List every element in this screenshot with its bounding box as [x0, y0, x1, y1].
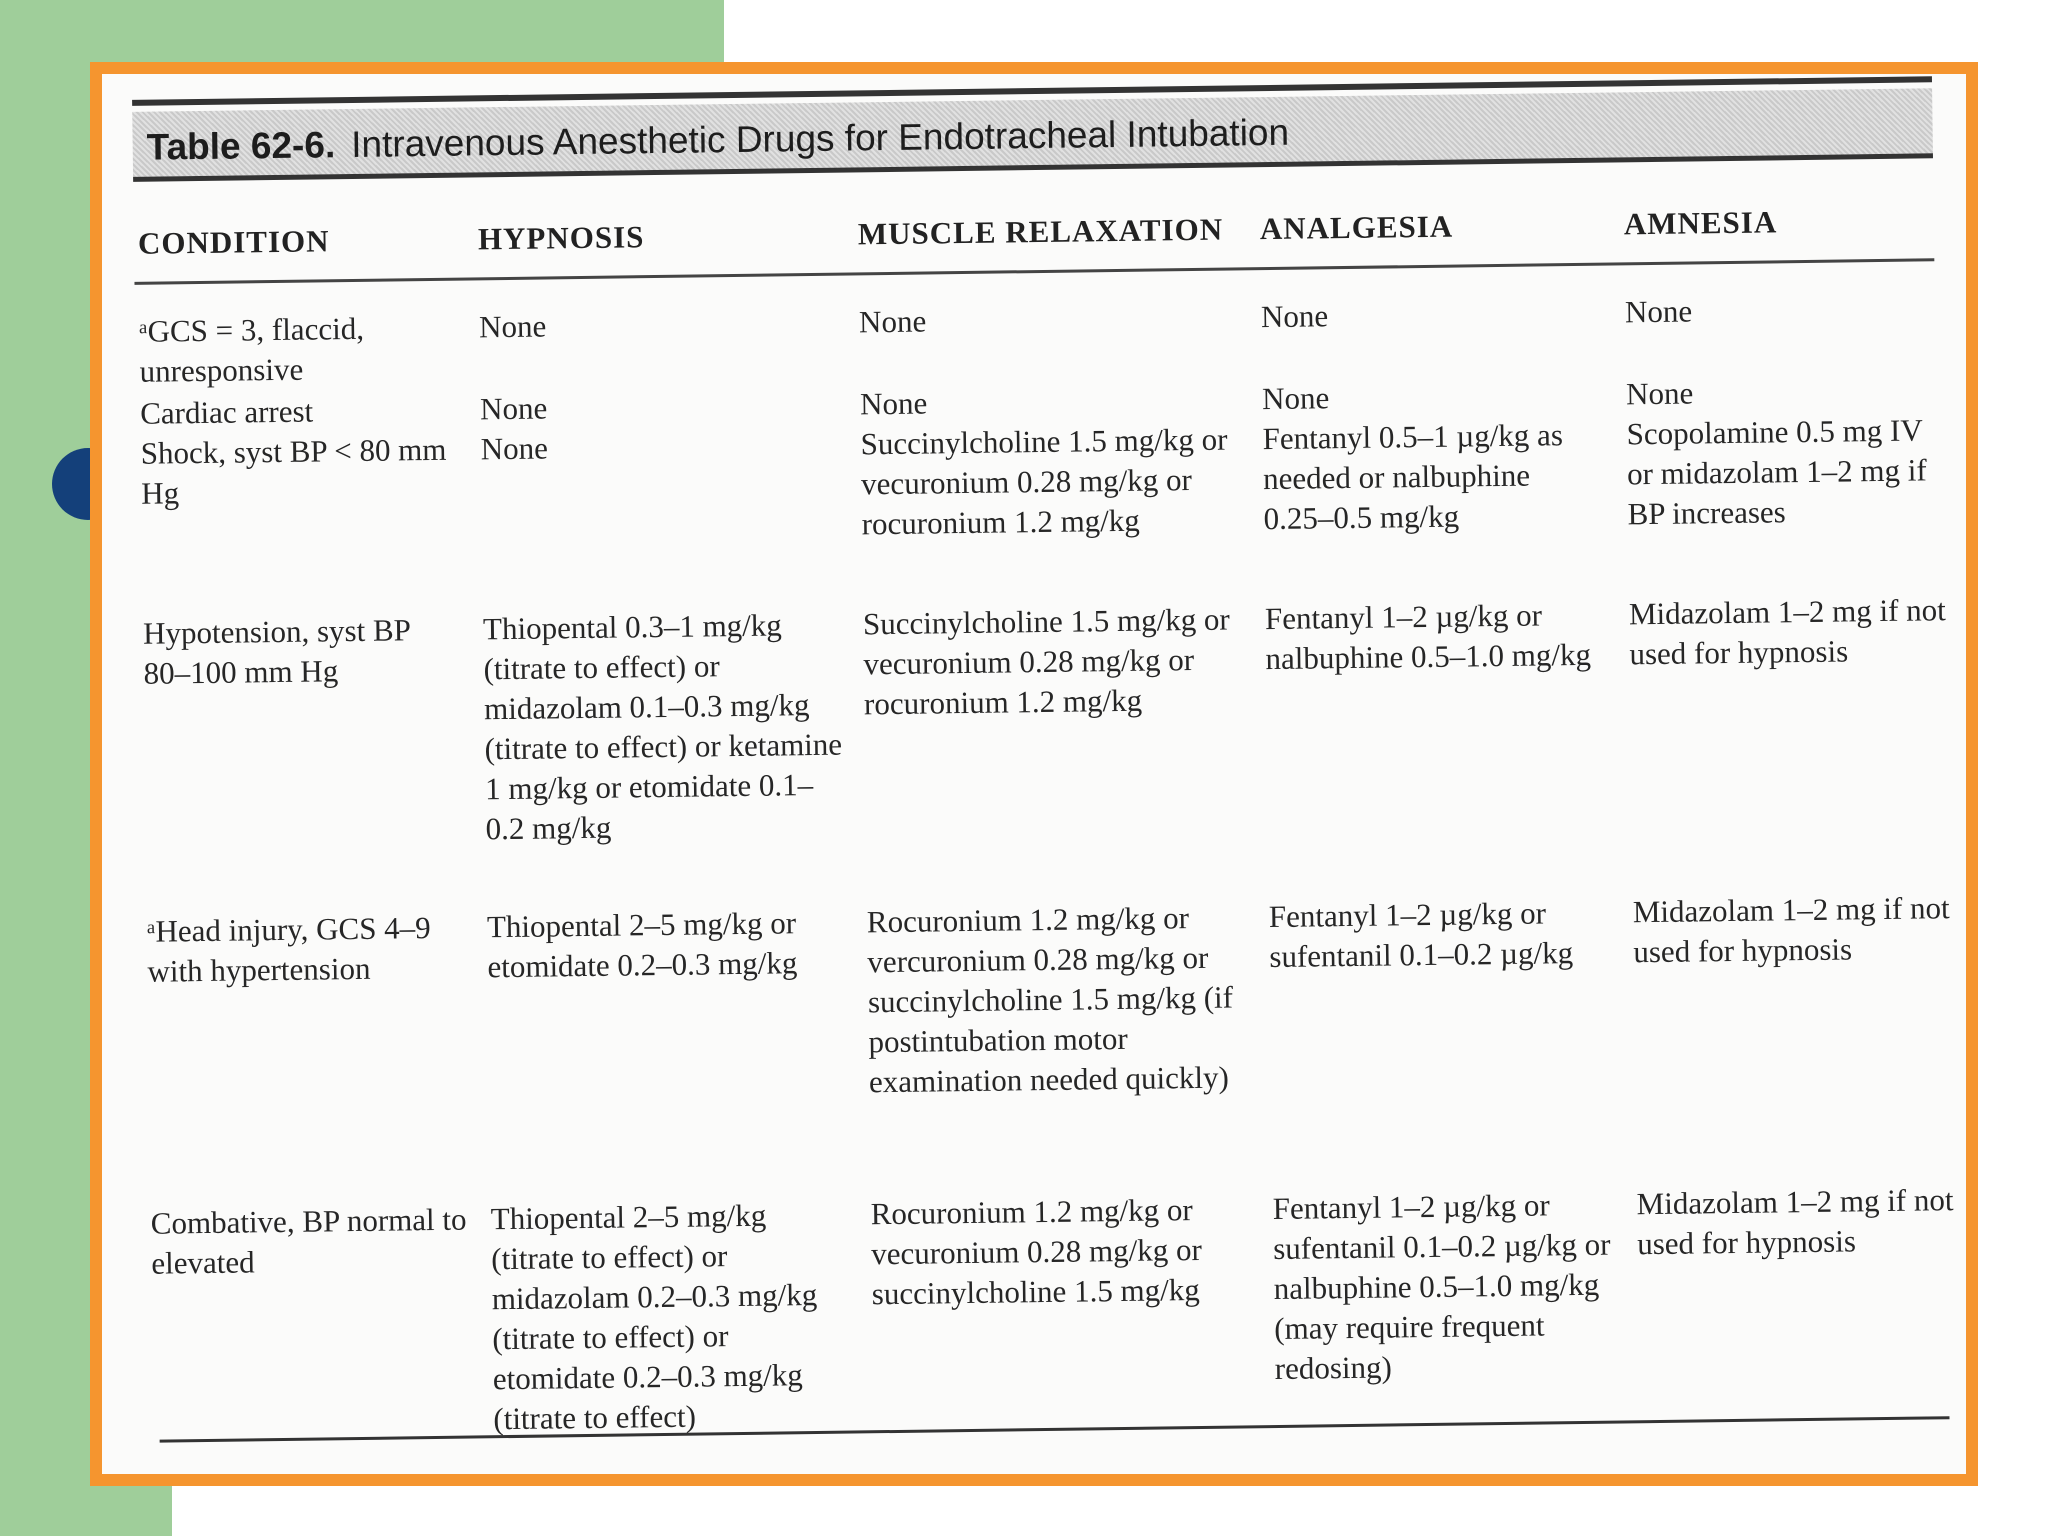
cell-muscle-relaxation: Rocuronium 1.2 mg/kg or vecuronium 0.28 mg/kg or succinylcholine 1.5 mg/kg: [870, 1192, 1203, 1312]
cell-amnesia: None: [1625, 375, 1694, 412]
cell-hypnosis: Thiopental 0.3–1 mg/kg (titrate to effect) or midazolam 0.1–0.3 mg/kg (titrate to effect) or ketamine 1 mg/kg or etomidate 0.1–0.2 mg/kg: [482, 607, 843, 847]
cell-hypnosis: None: [480, 430, 549, 467]
cell-analgesia: None: [1260, 298, 1329, 335]
cell-hypnosis: Thiopental 2–5 mg/kg (titrate to effect) or midazolam 0.2–0.3 mg/kg (titrate to effect) or etomidate 0.2–0.3 mg/kg (titrate to effect): [490, 1197, 818, 1437]
cell-condition: Hypotension, syst BP 80–100 mm Hg: [142, 612, 410, 691]
cell-condition: ᵃGCS = 3, flaccid, unresponsive: [138, 310, 365, 389]
cell-condition: Combative, BP normal to elevated: [150, 1201, 467, 1281]
cell-analgesia: Fentanyl 0.5–1 µg/kg as needed or nalbuphine 0.25–0.5 mg/kg: [1262, 417, 1564, 537]
scanned-page: [122, 70, 1970, 1474]
cell-condition: Cardiac arrest: [139, 393, 314, 431]
table-image-frame: [90, 62, 1978, 1486]
cell-condition: Shock, syst BP < 80 mm Hg: [140, 431, 447, 511]
cell-analgesia: None: [1261, 380, 1330, 417]
header-muscle-relaxation: MUSCLE RELAXATION: [857, 211, 1224, 252]
cell-condition: ᵃHead injury, GCS 4–9 with hypertension: [146, 910, 431, 989]
cell-analgesia: Fentanyl 1–2 µg/kg or nalbuphine 0.5–1.0 mg/kg: [1264, 597, 1592, 677]
cell-muscle-relaxation: None: [858, 303, 927, 340]
cell-amnesia: Scopolamine 0.5 mg IV or midazolam 1–2 mg if BP increases: [1626, 412, 1927, 532]
header-condition: CONDITION: [137, 223, 330, 261]
header-hypnosis: HYPNOSIS: [477, 219, 645, 257]
cell-hypnosis: None: [479, 390, 548, 427]
cell-muscle-relaxation: Succinylcholine 1.5 mg/kg or vecuronium 0.28 mg/kg or rocuronium 1.2 mg/kg: [860, 421, 1228, 542]
header-analgesia: ANALGESIA: [1259, 208, 1454, 247]
table-number: Table 62-6.: [146, 124, 336, 168]
cell-analgesia: Fentanyl 1–2 µg/kg or sufentanil 0.1–0.2 µg/kg or nalbuphine 0.5–1.0 mg/kg (may require frequent redosing): [1272, 1187, 1611, 1387]
cell-muscle-relaxation: Rocuronium 1.2 mg/kg or vercuronium 0.28 mg/kg or succinylcholine 1.5 mg/kg (if postintubation motor examination needed quickly): [866, 900, 1234, 1100]
header-amnesia: AMNESIA: [1623, 204, 1778, 242]
table-title: Intravenous Anesthetic Drugs for Endotracheal Intubation: [350, 111, 1290, 166]
cell-muscle-relaxation: Succinylcholine 1.5 mg/kg or vecuronium 0.28 mg/kg or rocuronium 1.2 mg/kg: [862, 601, 1230, 722]
cell-amnesia: Midazolam 1–2 mg if not used for hypnosis: [1632, 890, 1950, 970]
cell-muscle-relaxation: None: [859, 385, 928, 422]
cell-amnesia: Midazolam 1–2 mg if not used for hypnosis: [1628, 592, 1946, 672]
cell-analgesia: Fentanyl 1–2 µg/kg or sufentanil 0.1–0.2 µg/kg: [1268, 895, 1574, 975]
header-rule: [134, 258, 1934, 285]
cell-hypnosis: Thiopental 2–5 mg/kg or etomidate 0.2–0.3 mg/kg: [486, 905, 798, 985]
cell-amnesia: Midazolam 1–2 mg if not used for hypnosis: [1636, 1182, 1954, 1262]
cell-hypnosis: None: [478, 308, 547, 345]
cell-amnesia: None: [1624, 293, 1693, 330]
bottom-rule: [160, 1416, 1950, 1442]
